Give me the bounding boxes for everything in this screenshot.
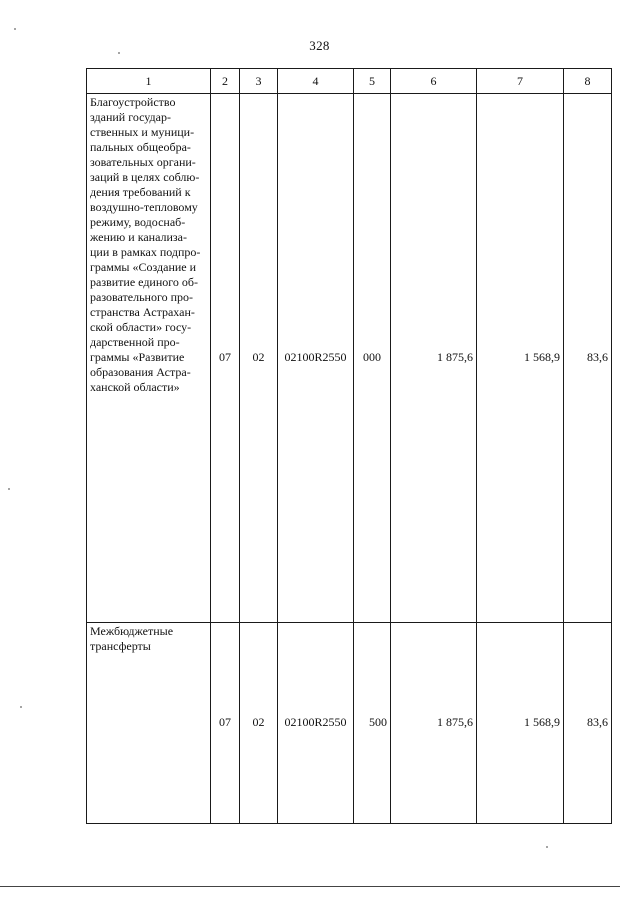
section-code-cell bbox=[211, 94, 240, 623]
amount-cell bbox=[391, 94, 477, 623]
column-header: 2 bbox=[211, 69, 240, 94]
scan-speck bbox=[14, 28, 16, 30]
amount-planned: 1 875,6 bbox=[437, 349, 473, 364]
section-code: 07 bbox=[219, 714, 231, 729]
column-header: 5 bbox=[354, 69, 391, 94]
scan-speck bbox=[546, 846, 548, 848]
table-row bbox=[87, 94, 612, 623]
execution-percent: 83,6 bbox=[587, 714, 608, 729]
expense-type-code: 500 bbox=[369, 714, 387, 729]
column-header: 4 bbox=[278, 69, 354, 94]
target-article-cell bbox=[278, 94, 354, 623]
amount-executed: 1 568,9 bbox=[524, 714, 560, 729]
column-header: 8 bbox=[564, 69, 612, 94]
row-name-text: Благоустройство зданий государ- ственных и муници- пальных общеобра- зовательных органи- заций в целях соблю- дения требований к воздушно-тепловому режиму, водоснаб- жению и канализа- ции в рамках подпро- граммы «Создание и развитие единого об- разовательного про- странства Астрахан- ской области» госу- дарственной про- граммы «Развитие образования Астра- ханской области» bbox=[90, 95, 201, 394]
expense-type-code: 000 bbox=[363, 349, 381, 364]
target-article-cell bbox=[278, 623, 354, 824]
budget-table bbox=[86, 68, 612, 824]
subsection-code-cell bbox=[240, 623, 278, 824]
amount-planned: 1 875,6 bbox=[437, 714, 473, 729]
table-header-row bbox=[87, 69, 612, 94]
percent-cell bbox=[564, 623, 612, 824]
section-code-cell bbox=[211, 623, 240, 824]
row-name-cell bbox=[87, 94, 211, 623]
subsection-code: 02 bbox=[252, 714, 265, 729]
amount-cell bbox=[477, 94, 564, 623]
column-header: 3 bbox=[240, 69, 278, 94]
target-article-code: 02100R2550 bbox=[284, 714, 347, 729]
section-code: 07 bbox=[219, 349, 231, 364]
amount-cell bbox=[477, 623, 564, 824]
column-header: 6 bbox=[391, 69, 477, 94]
table-row bbox=[87, 623, 612, 824]
page-number: 328 bbox=[309, 38, 330, 53]
scan-speck bbox=[20, 706, 22, 708]
subsection-code: 02 bbox=[252, 349, 265, 364]
column-header: 1 bbox=[87, 69, 211, 94]
percent-cell bbox=[564, 94, 612, 623]
row-name-text: Межбюджетные трансферты bbox=[90, 624, 174, 653]
amount-executed: 1 568,9 bbox=[524, 349, 560, 364]
scan-speck bbox=[8, 488, 10, 490]
column-header: 7 bbox=[477, 69, 564, 94]
expense-type-cell bbox=[354, 623, 391, 824]
subsection-code-cell bbox=[240, 94, 278, 623]
execution-percent: 83,6 bbox=[587, 349, 608, 364]
expense-type-cell bbox=[354, 94, 391, 623]
row-name-cell bbox=[87, 623, 211, 824]
scan-edge-line bbox=[0, 886, 620, 887]
scan-speck bbox=[118, 52, 120, 54]
amount-cell bbox=[391, 623, 477, 824]
target-article-code: 02100R2550 bbox=[284, 349, 347, 364]
